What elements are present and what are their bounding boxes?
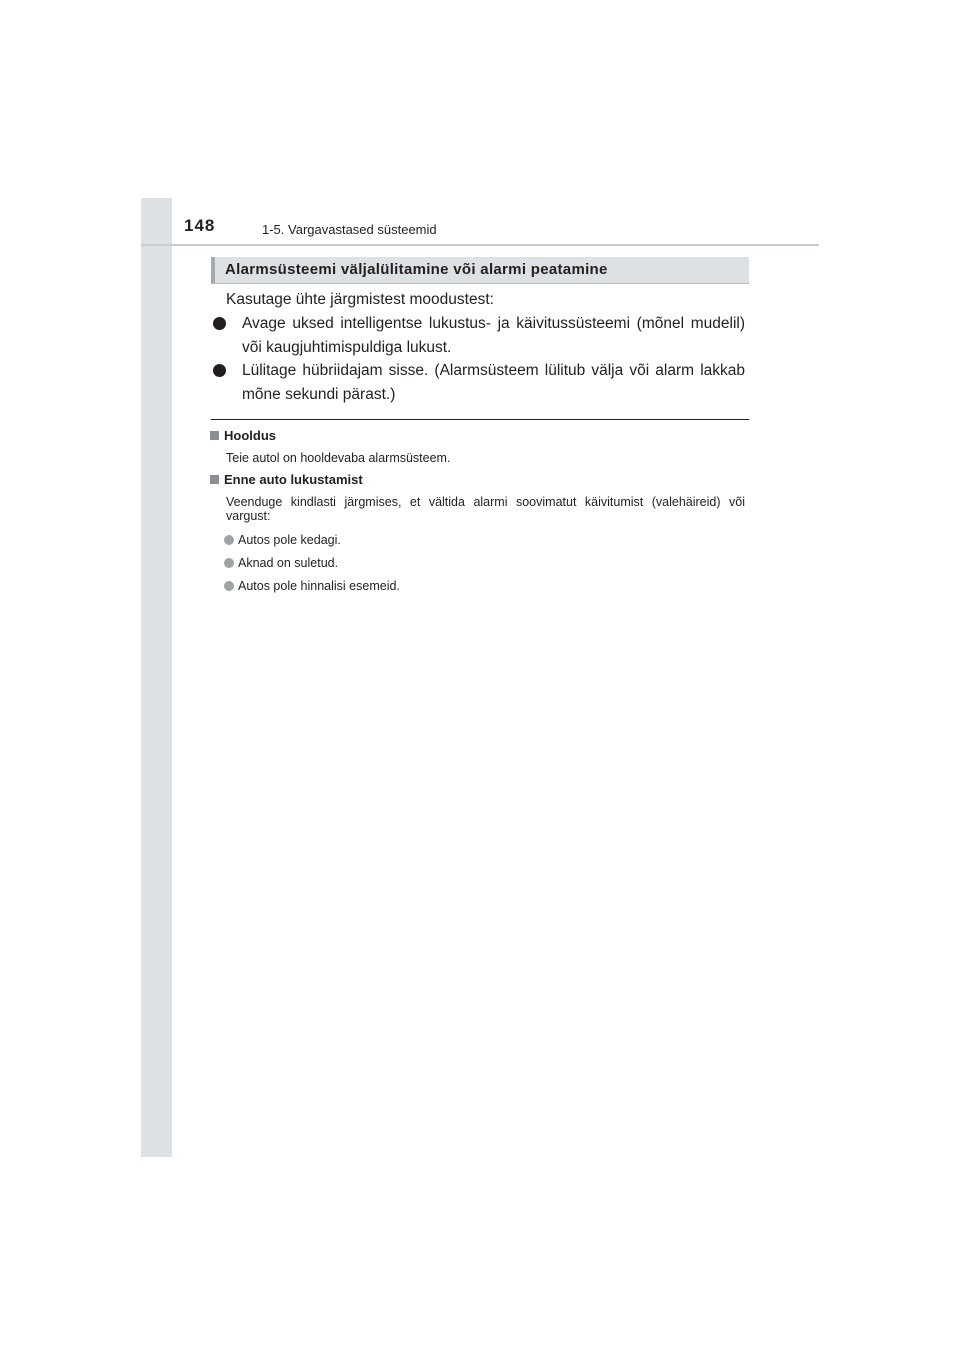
heading-accent-bar <box>211 257 215 283</box>
bullet-item <box>213 359 745 407</box>
note-title: Hooldus <box>224 428 276 443</box>
header-divider <box>141 244 819 246</box>
page-number: 148 <box>184 216 216 235</box>
bullet-text: Avage uksed intelligentse lukustus- ja käivitussüsteemi (mõnel mudelil) või kaugjuhtimispuldiga lukust. <box>242 315 745 356</box>
section-title: 1-5. Vargavastased süsteemid <box>262 222 437 237</box>
bullet-dot-icon <box>224 581 234 591</box>
note-list-text: Autos pole hinnalisi esemeid. <box>238 579 400 593</box>
bullet-item <box>213 312 745 360</box>
note-list-item <box>224 533 341 547</box>
section-heading: Alarmsüsteemi väljalülitamine või alarmi peatamine <box>225 261 608 278</box>
note-list-text: Aknad on suletud. <box>238 556 339 570</box>
square-marker-icon <box>210 475 219 484</box>
side-tab-band <box>141 198 172 1157</box>
note-heading <box>210 472 363 487</box>
note-list-item <box>224 579 400 593</box>
bullet-text: Lülitage hübriidajam sisse. (Alarmsüsteem lülitub välja või alarm lakkab mõne sekundi pärast.) <box>242 362 745 403</box>
notes-divider <box>211 419 749 420</box>
bullet-dot-icon <box>224 558 234 568</box>
bullet-dot-icon <box>213 317 226 330</box>
square-marker-icon <box>210 431 219 440</box>
bullet-dot-icon <box>224 535 234 545</box>
section-heading-box <box>211 257 749 284</box>
note-list-item <box>224 556 338 570</box>
note-list-text: Autos pole kedagi. <box>238 533 341 547</box>
note-heading <box>210 428 276 443</box>
note-text: Veenduge kindlasti järgmises, et vältida alarmi soovimatut käivitumist (valehäireid) või vargust: <box>226 495 745 523</box>
note-text: Teie autol on hooldevaba alarmsüsteem. <box>226 451 451 465</box>
note-title: Enne auto lukustamist <box>224 472 363 487</box>
bullet-dot-icon <box>213 364 226 377</box>
intro-text: Kasutage ühte järgmistest moodustest: <box>226 291 494 308</box>
